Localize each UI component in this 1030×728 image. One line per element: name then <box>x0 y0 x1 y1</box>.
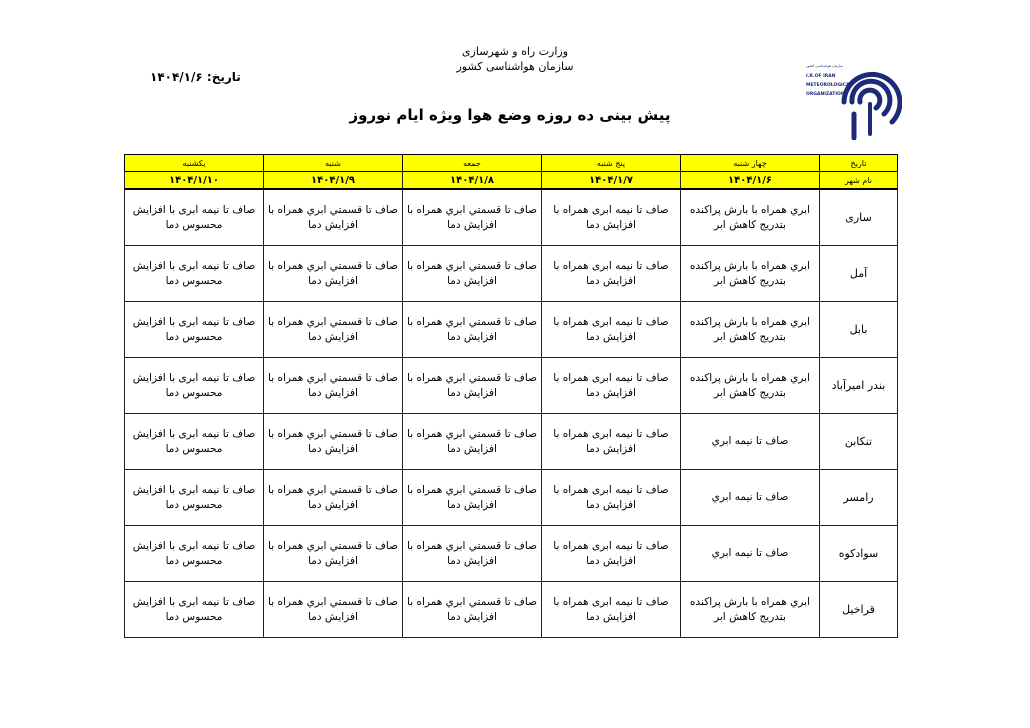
ear-spiral-logo-icon <box>806 64 902 140</box>
forecast-cell: صاف تا نیمه ابری با افزایش محسوس دما <box>125 470 264 526</box>
forecast-cell: صاف تا نیمه ابری همراه با افزایش دما <box>542 526 681 582</box>
organization-name: سازمان هواشناسی کشور <box>456 60 574 73</box>
forecast-cell: صاف تا قسمتي ابري همراه با افزایش دما <box>264 302 403 358</box>
day-header: پنج شنبه <box>542 155 681 172</box>
date-cell: ۱۴۰۴/۱/۸ <box>403 172 542 190</box>
logo-text-line: METEOROLOGICAL <box>806 83 853 88</box>
page-title: پیش بینی ده روزه وضع هوا ویژه ایام نوروز <box>349 106 671 124</box>
day-header-row <box>125 155 898 172</box>
table-row <box>125 470 898 526</box>
forecast-cell: صاف تا قسمتي ابري همراه با افزایش دما <box>403 470 542 526</box>
organization-logo <box>806 64 902 140</box>
forecast-cell: صاف تا نیمه ابری با افزایش محسوس دما <box>125 246 264 302</box>
forecast-cell: صاف تا قسمتي ابري همراه با افزایش دما <box>403 246 542 302</box>
forecast-cell: صاف تا نیمه ابری همراه با افزایش دما <box>542 582 681 638</box>
forecast-cell: ابري همراه با بارش پراكنده بتدريج كاهش ابر <box>681 582 820 638</box>
forecast-cell: صاف تا قسمتي ابري همراه با افزایش دما <box>403 358 542 414</box>
forecast-cell: صاف تا قسمتي ابري همراه با افزایش دما <box>403 189 542 246</box>
city-header-label: نام شهر <box>820 172 898 190</box>
forecast-table <box>124 154 898 638</box>
forecast-cell: صاف تا قسمتي ابري همراه با افزایش دما <box>403 414 542 470</box>
city-name: بندر امیرآباد <box>820 358 898 414</box>
table-row <box>125 526 898 582</box>
forecast-cell: صاف تا قسمتي ابري همراه با افزایش دما <box>264 526 403 582</box>
city-name: رامسر <box>820 470 898 526</box>
forecast-cell: صاف تا قسمتي ابري همراه با افزایش دما <box>264 414 403 470</box>
date-header-label: تاریخ <box>820 155 898 172</box>
forecast-cell: صاف تا نیمه ابری با افزایش محسوس دما <box>125 414 264 470</box>
logo-text-line: ORGANIZATION <box>806 92 845 97</box>
day-header: چهار شنبه <box>681 155 820 172</box>
table-row <box>125 358 898 414</box>
table-row <box>125 302 898 358</box>
city-name: قراخیل <box>820 582 898 638</box>
forecast-cell: صاف تا قسمتي ابري همراه با افزایش دما <box>264 246 403 302</box>
forecast-cell: صاف تا قسمتي ابري همراه با افزایش دما <box>264 189 403 246</box>
forecast-cell: صاف تا نیمه ابری با افزایش محسوس دما <box>125 582 264 638</box>
ministry-name: وزارت راه و شهرسازی <box>461 45 569 58</box>
forecast-cell: صاف تا نیمه ابري <box>681 526 820 582</box>
issue-date: تاریخ: ۱۴۰۴/۱/۶ <box>150 70 241 84</box>
forecast-cell: صاف تا قسمتي ابري همراه با افزایش دما <box>403 526 542 582</box>
logo-text-line: I.R.OF IRAN <box>806 74 836 79</box>
date-cell: ۱۴۰۴/۱/۷ <box>542 172 681 190</box>
table-row <box>125 414 898 470</box>
forecast-cell: صاف تا قسمتي ابري همراه با افزایش دما <box>264 358 403 414</box>
city-name: بابل <box>820 302 898 358</box>
city-name: سوادکوه <box>820 526 898 582</box>
forecast-cell: صاف تا نیمه ابري <box>681 470 820 526</box>
logo-small-text: سازمان هواشناسی کشور <box>806 64 844 68</box>
date-cell: ۱۴۰۴/۱/۶ <box>681 172 820 190</box>
table-row <box>125 582 898 638</box>
table-row <box>125 246 898 302</box>
forecast-cell: صاف تا نیمه ابري <box>681 414 820 470</box>
city-name: تنکابن <box>820 414 898 470</box>
forecast-cell: صاف تا نیمه ابری همراه با افزایش دما <box>542 358 681 414</box>
forecast-cell: ابري همراه با بارش پراكنده بتدريج كاهش ابر <box>681 302 820 358</box>
forecast-cell: صاف تا نیمه ابری همراه با افزایش دما <box>542 414 681 470</box>
forecast-cell: صاف تا نیمه ابری همراه با افزایش دما <box>542 302 681 358</box>
forecast-cell: صاف تا نیمه ابری همراه با افزایش دما <box>542 470 681 526</box>
date-row <box>125 172 898 190</box>
city-name: ساری <box>820 189 898 246</box>
forecast-cell: ابري همراه با بارش پراكنده بتدريج كاهش ابر <box>681 189 820 246</box>
day-header: جمعه <box>403 155 542 172</box>
forecast-cell: صاف تا قسمتي ابري همراه با افزایش دما <box>264 582 403 638</box>
date-cell: ۱۴۰۴/۱/۹ <box>264 172 403 190</box>
forecast-cell: صاف تا نیمه ابری همراه با افزایش دما <box>542 189 681 246</box>
forecast-cell: ابري همراه با بارش پراكنده بتدريج كاهش ابر <box>681 358 820 414</box>
date-cell: ۱۴۰۴/۱/۱۰ <box>125 172 264 190</box>
city-name: آمل <box>820 246 898 302</box>
forecast-cell: صاف تا قسمتي ابري همراه با افزایش دما <box>264 470 403 526</box>
forecast-cell: صاف تا نیمه ابری با افزایش محسوس دما <box>125 189 264 246</box>
ministry-header <box>400 44 630 74</box>
forecast-cell: ابري همراه با بارش پراكنده بتدريج كاهش ابر <box>681 246 820 302</box>
table-row <box>125 189 898 246</box>
forecast-cell: صاف تا قسمتي ابري همراه با افزایش دما <box>403 302 542 358</box>
forecast-cell: صاف تا نیمه ابری با افزایش محسوس دما <box>125 358 264 414</box>
forecast-cell: صاف تا نیمه ابری با افزایش محسوس دما <box>125 526 264 582</box>
day-header: یکشنبه <box>125 155 264 172</box>
forecast-cell: صاف تا قسمتي ابري همراه با افزایش دما <box>403 582 542 638</box>
forecast-cell: صاف تا نیمه ابری همراه با افزایش دما <box>542 246 681 302</box>
forecast-cell: صاف تا نیمه ابری با افزایش محسوس دما <box>125 302 264 358</box>
day-header: شنبه <box>264 155 403 172</box>
